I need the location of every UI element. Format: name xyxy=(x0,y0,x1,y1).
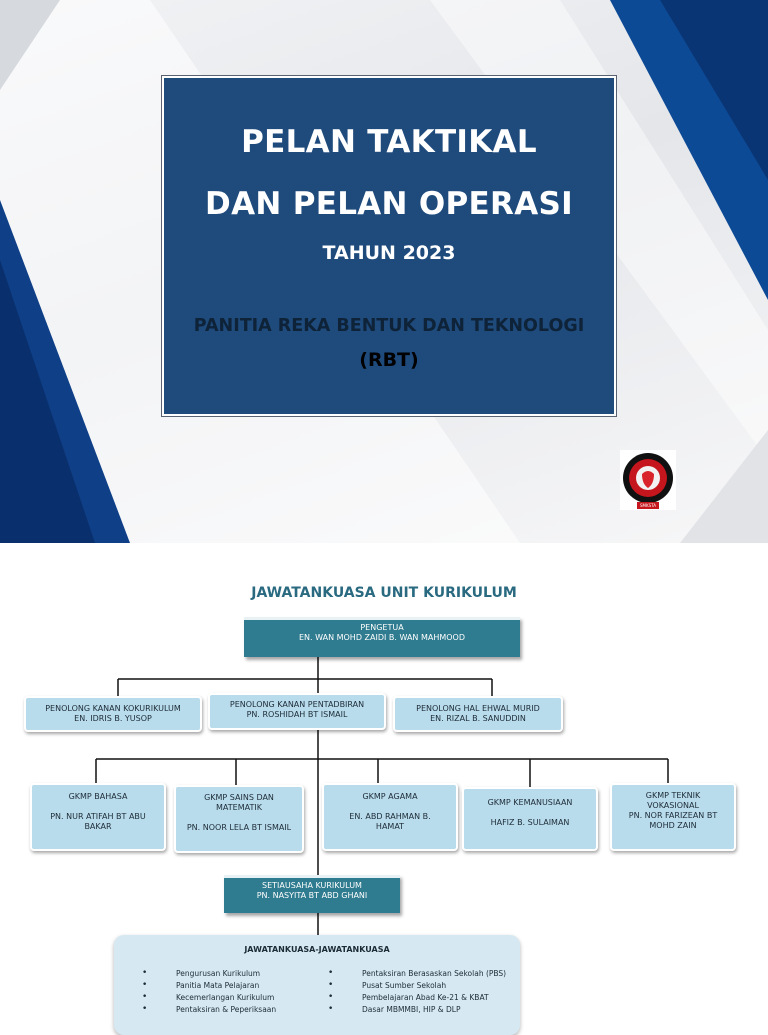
secretary-role: SETIAUSAHA KURIKULUM xyxy=(262,881,362,890)
gkmp-line: HAFIZ B. SULAIMAN xyxy=(490,818,570,827)
logo-text: SMKSTA xyxy=(639,503,657,508)
gkmp-line: HAMAT xyxy=(375,822,405,831)
secretary-name: PN. NASYITA BT ABD GHANI xyxy=(256,891,368,900)
year-label: TAHUN 2023 xyxy=(322,242,456,264)
deputy-box-hem xyxy=(393,696,563,732)
gkmp-line xyxy=(176,813,302,823)
list-item: • Panitia Mata Pelajaran xyxy=(142,981,276,993)
list-item: • Pengurusan Kurikulum xyxy=(142,969,276,981)
list-item: • Pusat Sumber Sekolah xyxy=(328,981,506,993)
gkmp-line: GKMP AGAMA xyxy=(362,792,418,801)
gkmp-line: GKMP KEMANUSIAAN xyxy=(487,798,573,807)
title-box xyxy=(162,76,616,416)
principal-box xyxy=(244,617,520,657)
deputy-box-kokurikulum xyxy=(24,696,202,732)
gkmp-line: EN. ABD RAHMAN B. xyxy=(349,812,431,821)
deputy-role: PENOLONG HAL EHWAL MURID xyxy=(416,704,540,713)
gkmp-line xyxy=(32,802,164,812)
list-item: • Pentaksiran & Peperiksaan xyxy=(142,1005,276,1017)
gkmp-box-teknik xyxy=(610,783,736,851)
panel-name: PANITIA REKA BENTUK DAN TEKNOLOGI xyxy=(193,316,585,336)
gkmp-box-sains xyxy=(174,785,304,853)
gkmp-line xyxy=(464,808,596,818)
deputy-role: PENOLONG KANAN KOKURIKULUM xyxy=(45,704,181,713)
gkmp-line: MATEMATIK xyxy=(216,803,262,812)
deputy-role: PENOLONG KANAN PENTADBIRAN xyxy=(229,700,365,709)
deputy-box-pentadbiran xyxy=(208,693,386,730)
list-item: • Pentaksiran Berasaskan Sekolah (PBS) xyxy=(328,969,506,981)
title-line-1: PELAN TAKTIKAL xyxy=(241,124,537,160)
gkmp-box-kemanusiaan xyxy=(462,787,598,851)
panel-abbreviation: (RBT) xyxy=(359,349,419,371)
gkmp-line: PN. NOR FARIZEAN BT xyxy=(628,811,718,820)
list-item: • Pembelajaran Abad Ke-21 & KBAT xyxy=(328,993,506,1005)
org-chart-page xyxy=(0,543,768,1024)
deputy-name: PN. ROSHIDAH BT ISMAIL xyxy=(246,710,348,719)
principal-name: EN. WAN MOHD ZAIDI B. WAN MAHMOOD xyxy=(299,633,465,642)
committee-list-right xyxy=(328,969,506,1017)
gkmp-box-agama xyxy=(322,783,458,851)
gkmp-line: GKMP BAHASA xyxy=(68,792,128,801)
committee-box xyxy=(114,935,520,1035)
gkmp-line: VOKASIONAL xyxy=(647,801,699,810)
list-item: • Dasar MBMMBI, HIP & DLP xyxy=(328,1005,506,1017)
gkmp-line: BAKAR xyxy=(84,822,112,831)
school-logo xyxy=(620,450,676,510)
gkmp-line: GKMP SAINS DAN xyxy=(204,793,274,802)
committee-title: JAWATANKUASA-JAWATANKUASA xyxy=(244,945,390,954)
deputy-name: EN. RIZAL B. SANUDDIN xyxy=(430,714,526,723)
gkmp-line: GKMP TEKNIK xyxy=(645,791,701,800)
list-item: • Kecemerlangan Kurikulum xyxy=(142,993,276,1005)
gkmp-line: PN. NUR ATIFAH BT ABU xyxy=(50,812,146,821)
gkmp-box-bahasa xyxy=(30,783,166,851)
principal-role: PENGETUA xyxy=(360,623,404,632)
school-crest-icon xyxy=(620,450,676,510)
deputy-name: EN. IDRIS B. YUSOP xyxy=(74,714,152,723)
gkmp-line xyxy=(324,802,456,812)
org-chart-title: JAWATANKUASA UNIT KURIKULUM xyxy=(251,585,517,601)
committee-list-left xyxy=(142,969,276,1017)
title-line-2: DAN PELAN OPERASI xyxy=(205,186,573,222)
secretary-box xyxy=(224,875,400,913)
gkmp-line: PN. NOOR LELA BT ISMAIL xyxy=(186,823,292,832)
gkmp-line: MOHD ZAIN xyxy=(649,821,697,830)
